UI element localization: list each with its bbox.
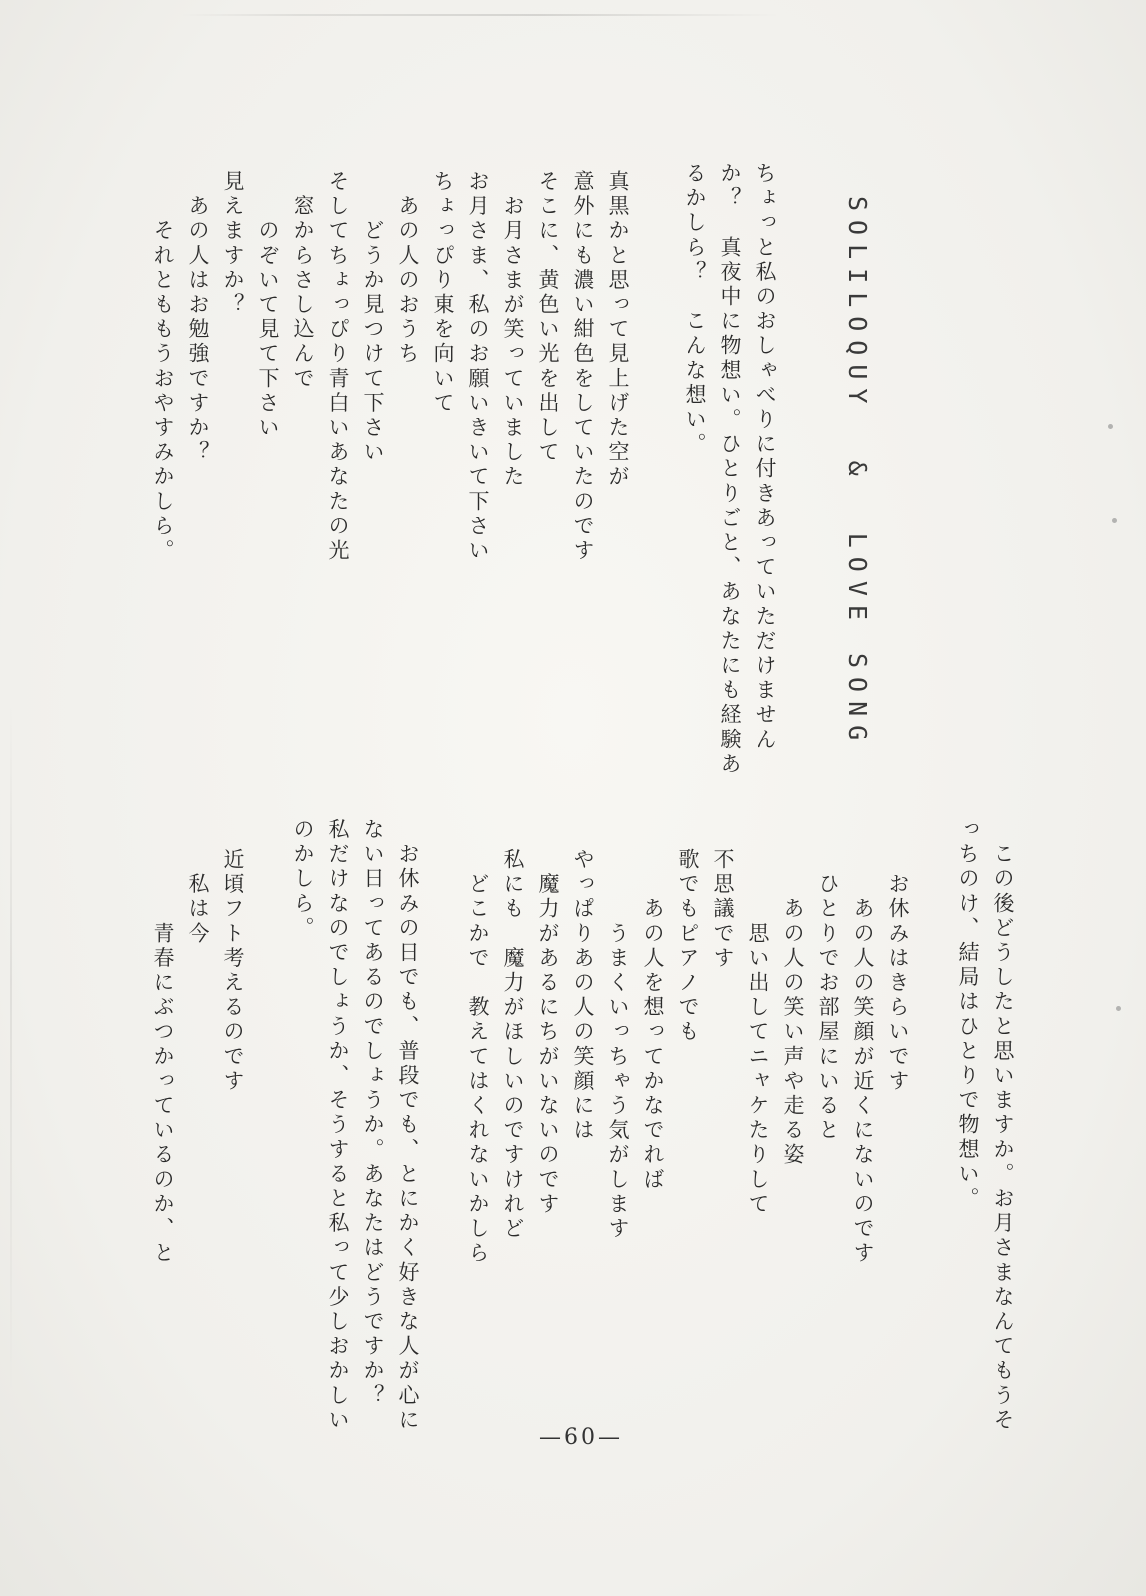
poem2-line-12: 私にも 魔力がほしいのですけれど bbox=[501, 848, 525, 1242]
page-title: SOLILOQUY & LOVE SONG bbox=[843, 196, 872, 750]
poem1-line-6: ちょっぴり東を向いて bbox=[431, 170, 455, 416]
poem1-line-1: 真黒かと思って見上げた空が bbox=[606, 170, 630, 490]
poem2-line-13: どこかで 教えてはくれないかしら bbox=[466, 848, 490, 1267]
intro-line-1: ちょっと私のおしゃべりに付きあっていただけません bbox=[753, 162, 777, 753]
poem2-line-5: 思い出してニャケたりして bbox=[746, 848, 770, 1217]
poem1-line-12: 見えますか？ bbox=[221, 170, 245, 318]
poem1-line-7: あの人のおうち bbox=[396, 170, 420, 367]
poem3-line-1: 近頃フト考えるのです bbox=[221, 848, 245, 1094]
poem2-line-9: うまくいっちゃう気がします bbox=[606, 848, 630, 1242]
closing-line-2: ない日ってあるのでしょうか。あなたはどうですか？ bbox=[361, 818, 385, 1409]
poem1-line-5: お月さま、私のお願いきいて下さい bbox=[466, 170, 490, 564]
scan-speck bbox=[1112, 518, 1117, 523]
poem2-line-10: やっぱりあの人の笑顔には bbox=[571, 848, 595, 1144]
poem2-line-4: あの人の笑い声や走る姿 bbox=[781, 848, 805, 1168]
poem2-line-11: 魔力があるにちがいないのです bbox=[536, 848, 560, 1217]
intro-line-2: か？ 真夜中に物想い。ひとりごと、あなたにも経験あ bbox=[718, 162, 742, 777]
poem2-line-2: あの人の笑顔が近くにないのです bbox=[851, 848, 875, 1267]
poem1-line-11: のぞいて見て下さい bbox=[256, 170, 280, 441]
poem1-line-10: 窓からさし込んで bbox=[291, 170, 315, 392]
page-number: —60— bbox=[539, 1425, 623, 1450]
poem3-line-3: 青春にぶつかっているのか、と bbox=[151, 848, 175, 1267]
after-intro-line-1: この後どうしたと思いますか。お月さまなんてもうそ bbox=[991, 818, 1015, 1433]
poem3-line-2: 私は今 bbox=[186, 848, 210, 947]
closing-line-1: お休みの日でも、普段でも、とにかく好きな人が心に bbox=[396, 818, 420, 1433]
poem1-line-8: どうか見つけて下さい bbox=[361, 170, 385, 466]
poem2-line-6: 不思議です bbox=[711, 848, 735, 971]
poem1-line-3: そこに、黄色い光を出して bbox=[536, 170, 560, 466]
poem2-line-1: お休みはきらいです bbox=[886, 848, 910, 1094]
poem2-line-3: ひとりでお部屋にいると bbox=[816, 848, 840, 1144]
intro-line-3: るかしら？ こんな想い。 bbox=[683, 162, 707, 458]
poem1-line-4: お月さまが笑っていました bbox=[501, 170, 525, 490]
scan-speck bbox=[1108, 424, 1113, 429]
poem2-line-7: 歌でもピアノでも bbox=[676, 848, 700, 1045]
scan-speck bbox=[1116, 1006, 1121, 1011]
poem1-line-2: 意外にも濃い紺色をしていたのです bbox=[571, 170, 595, 564]
scan-shadow-left bbox=[10, 700, 12, 1400]
poem1-line-9: そしてちょっぴり青白いあなたの光 bbox=[326, 170, 350, 564]
closing-line-4: のかしら。 bbox=[291, 818, 315, 941]
poem1-line-14: それとももうおやすみかしら。 bbox=[151, 170, 175, 564]
poem1-line-13: あの人はお勉強ですか？ bbox=[186, 170, 210, 466]
poem2-line-8: あの人を想ってかなでれば bbox=[641, 848, 665, 1193]
closing-line-3: 私だけなのでしょうか、そうすると私って少しおかしい bbox=[326, 818, 350, 1433]
after-intro-line-2: っちのけ、結局はひとりで物想い。 bbox=[956, 818, 980, 1212]
scan-shadow-top bbox=[180, 14, 780, 16]
